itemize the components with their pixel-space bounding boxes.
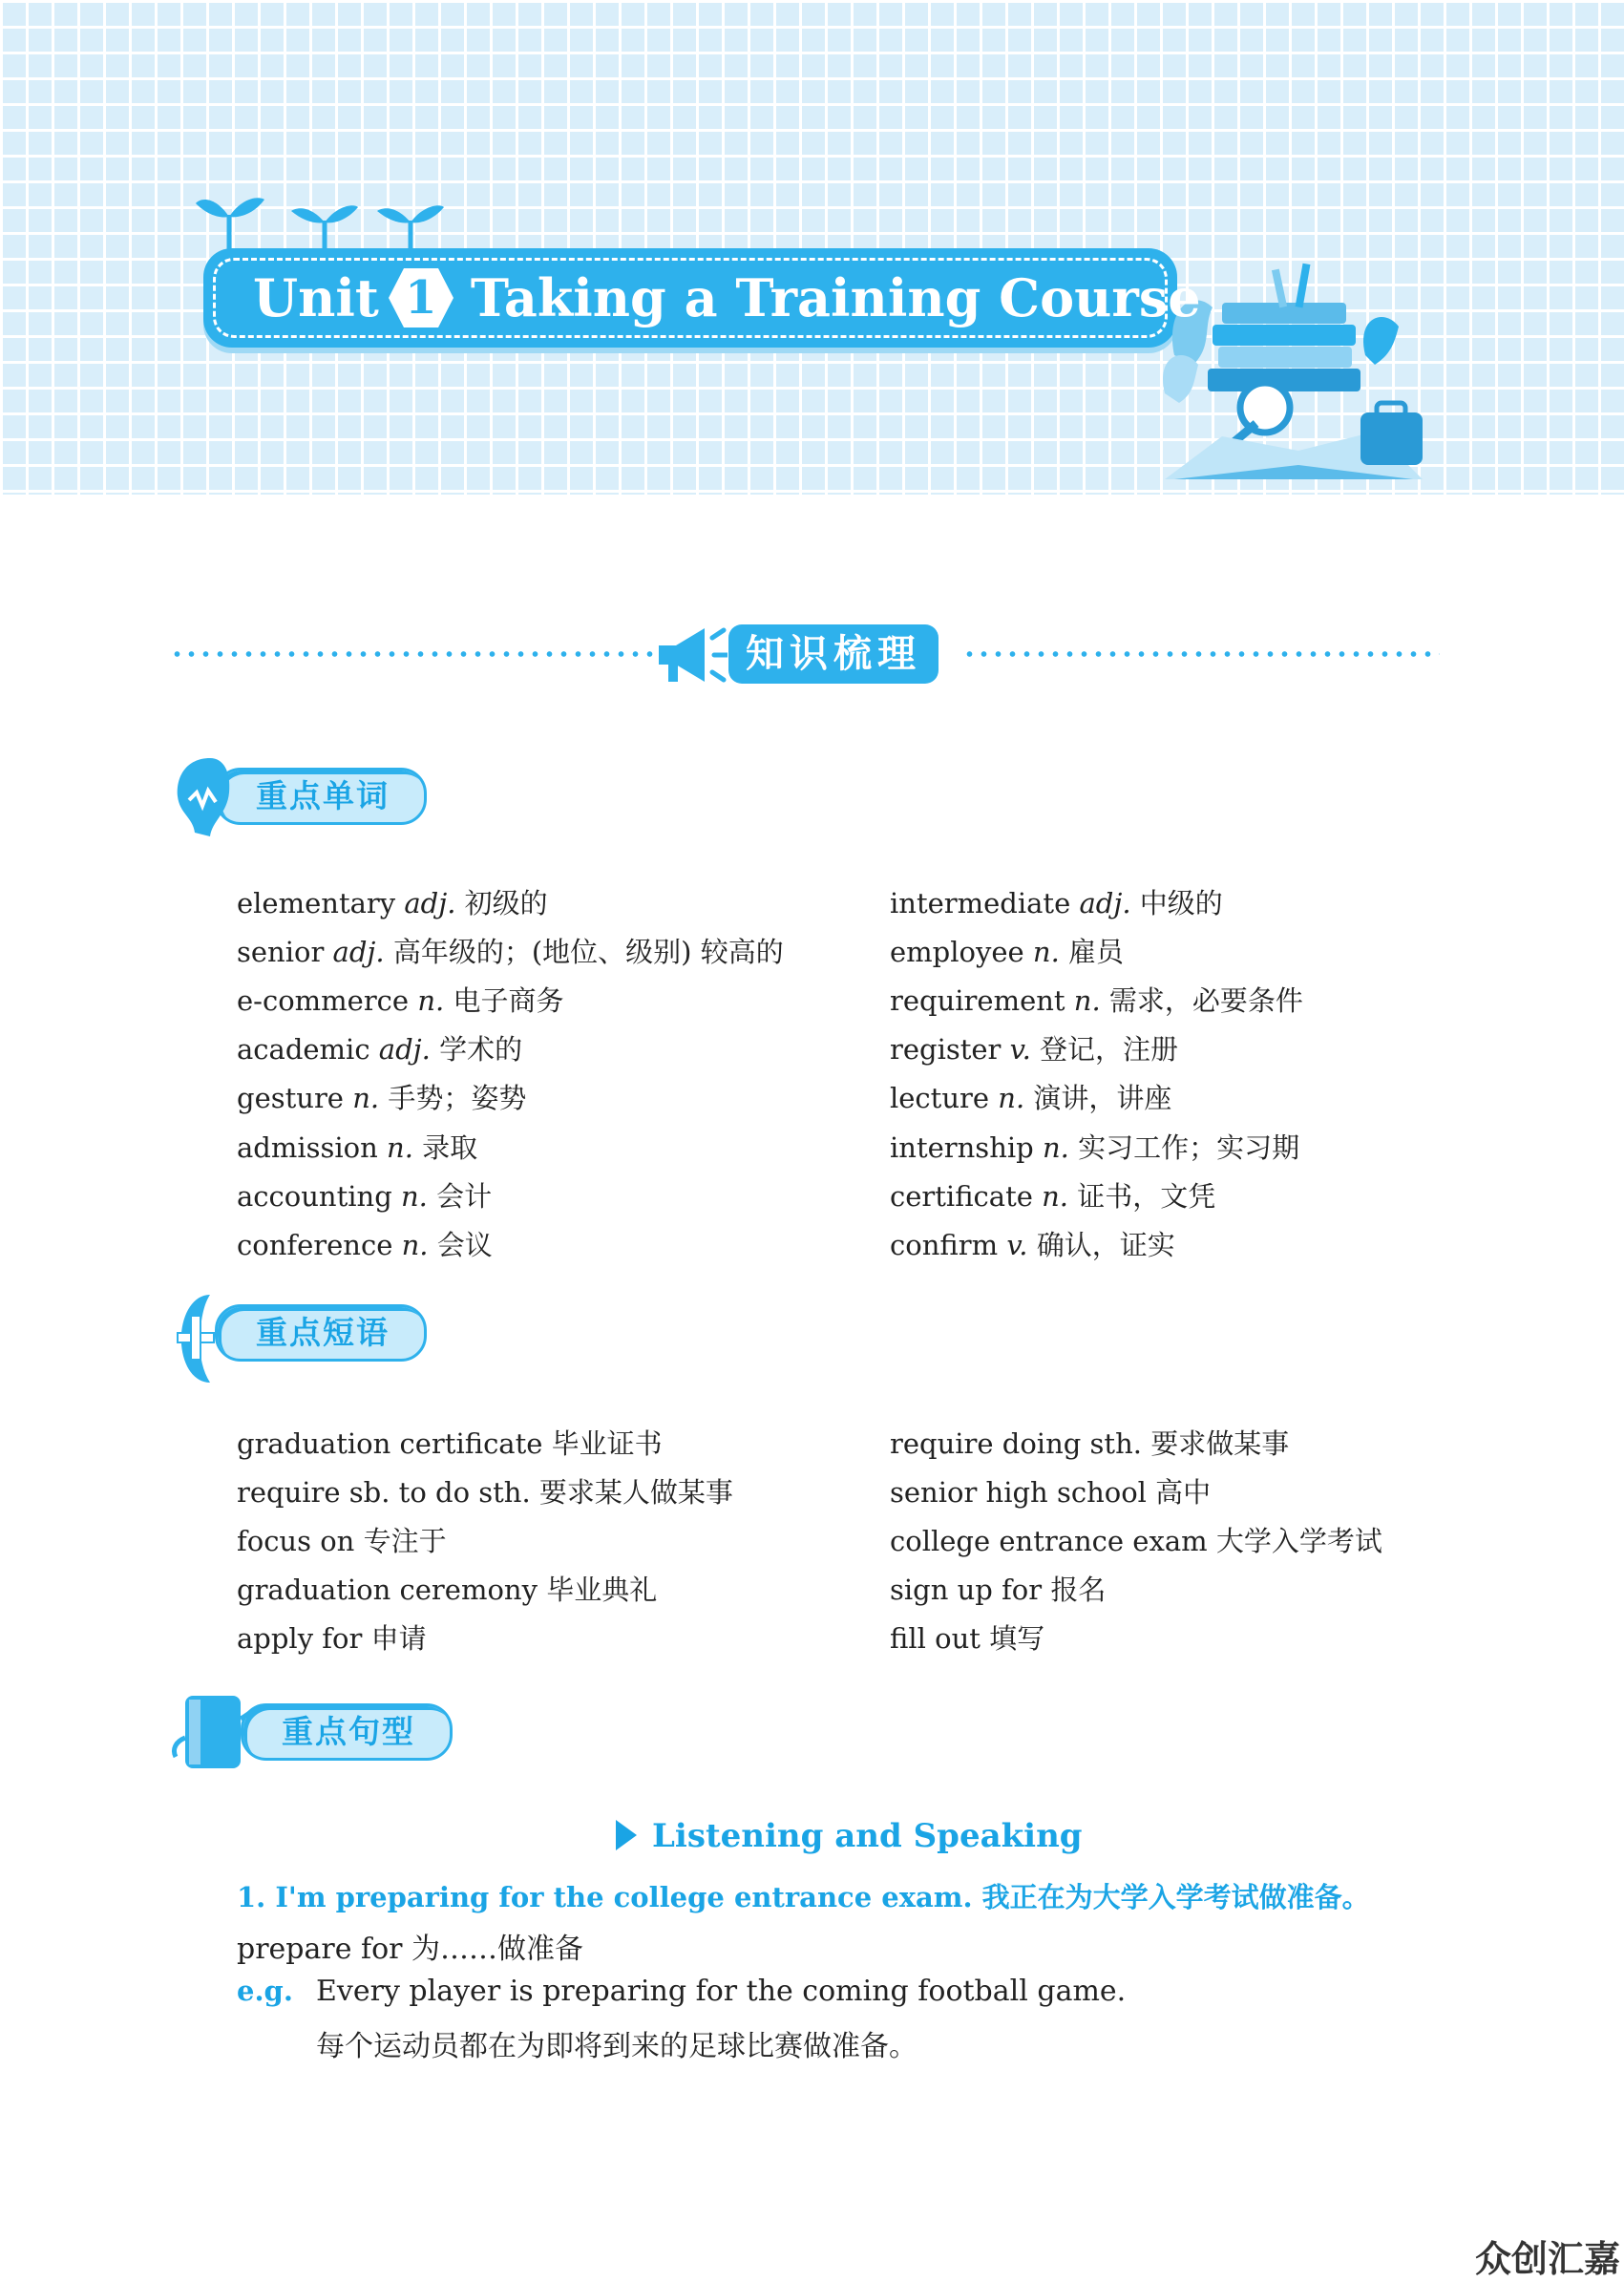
- vocab-item: intermediate adj. 中级的: [890, 887, 1223, 919]
- phrase-item: college entrance exam 大学入学考试: [890, 1525, 1382, 1557]
- example-chinese: 每个运动员都在为即将到来的足球比赛做准备。: [316, 2030, 917, 2063]
- sentences-heading: [170, 1690, 475, 1766]
- vocab-item: e-commerce n. 电子商务: [237, 984, 564, 1017]
- example-label: e.g.: [237, 1975, 293, 2007]
- phrase-item: senior high school 高中: [890, 1476, 1212, 1509]
- vocab-item: register v. 登记，注册: [890, 1033, 1179, 1066]
- vocab-item: lecture n. 演讲，讲座: [890, 1082, 1172, 1114]
- vocab-item: conference n. 会议: [237, 1229, 493, 1261]
- phrase-item: apply for 申请: [237, 1622, 427, 1655]
- vocab-item: admission n. 录取: [237, 1131, 478, 1164]
- dotted-divider-left: [170, 651, 657, 657]
- unit-title-text: Taking a Training Course: [470, 267, 1201, 328]
- unit-title: [253, 264, 1201, 332]
- ear-icon: [172, 754, 248, 840]
- key-sentence: 1. I'm preparing for the college entrance exam. 我正在为大学入学考试做准备。: [237, 1881, 1370, 1913]
- unit-number-badge: [396, 268, 446, 328]
- phrases-heading: [172, 1291, 458, 1367]
- megaphone-icon: [655, 624, 728, 686]
- example-english: Every player is preparing for the coming football game.: [316, 1975, 1127, 2008]
- vocab-item: accounting n. 会计: [237, 1180, 493, 1213]
- vocab-item: senior adj. 高年级的；(地位、级别) 较高的: [237, 936, 784, 968]
- watermark: 众创汇嘉: [1475, 2238, 1621, 2280]
- sprout-icon: [196, 186, 453, 253]
- phrases-heading-label: 重点短语: [215, 1304, 427, 1362]
- unit-banner: [0, 0, 1624, 495]
- vocab-item: confirm v. 确认，证实: [890, 1229, 1175, 1261]
- vocabulary-heading: [172, 754, 458, 831]
- part-title-text: Listening and Speaking: [652, 1817, 1083, 1855]
- unit-number: 1: [405, 271, 437, 325]
- unit-word: Unit: [253, 267, 379, 328]
- vocab-item: requirement n. 需求，必要条件: [890, 984, 1303, 1017]
- phrase-item: require doing sth. 要求做某事: [890, 1427, 1290, 1460]
- phrase-item: sign up for 报名: [890, 1574, 1107, 1606]
- section-header: [170, 619, 1440, 687]
- vocab-item: internship n. 实习工作；实习期: [890, 1131, 1300, 1164]
- phrase-item: graduation certificate 毕业证书: [237, 1427, 663, 1460]
- phrase-item: require sb. to do sth. 要求某人做某事: [237, 1476, 733, 1509]
- vocab-item: academic adj. 学术的: [237, 1033, 523, 1066]
- play-triangle-icon: [616, 1820, 637, 1850]
- unit-title-box: [203, 248, 1201, 348]
- book-mascot-icon: [170, 1690, 275, 1776]
- phrase-item: fill out 填写: [890, 1622, 1045, 1655]
- vocab-item: elementary adj. 初级的: [237, 887, 548, 919]
- vocab-item: employee n. 雇员: [890, 936, 1125, 968]
- dotted-divider-right: [962, 651, 1440, 657]
- cross-icon: [172, 1291, 239, 1386]
- vocabulary-heading-label: 重点单词: [215, 768, 427, 825]
- vocab-item: gesture n. 手势；姿势: [237, 1082, 527, 1114]
- sentence-phrase: prepare for 为……做准备: [237, 1933, 584, 1966]
- sentences-heading-label: 重点句型: [241, 1703, 453, 1761]
- section-title: 知识梳理: [728, 624, 939, 684]
- part-title: [616, 1817, 1083, 1855]
- phrase-item: focus on 专注于: [237, 1525, 447, 1557]
- vocab-item: certificate n. 证书，文凭: [890, 1180, 1216, 1213]
- phrase-item: graduation ceremony 毕业典礼: [237, 1574, 658, 1606]
